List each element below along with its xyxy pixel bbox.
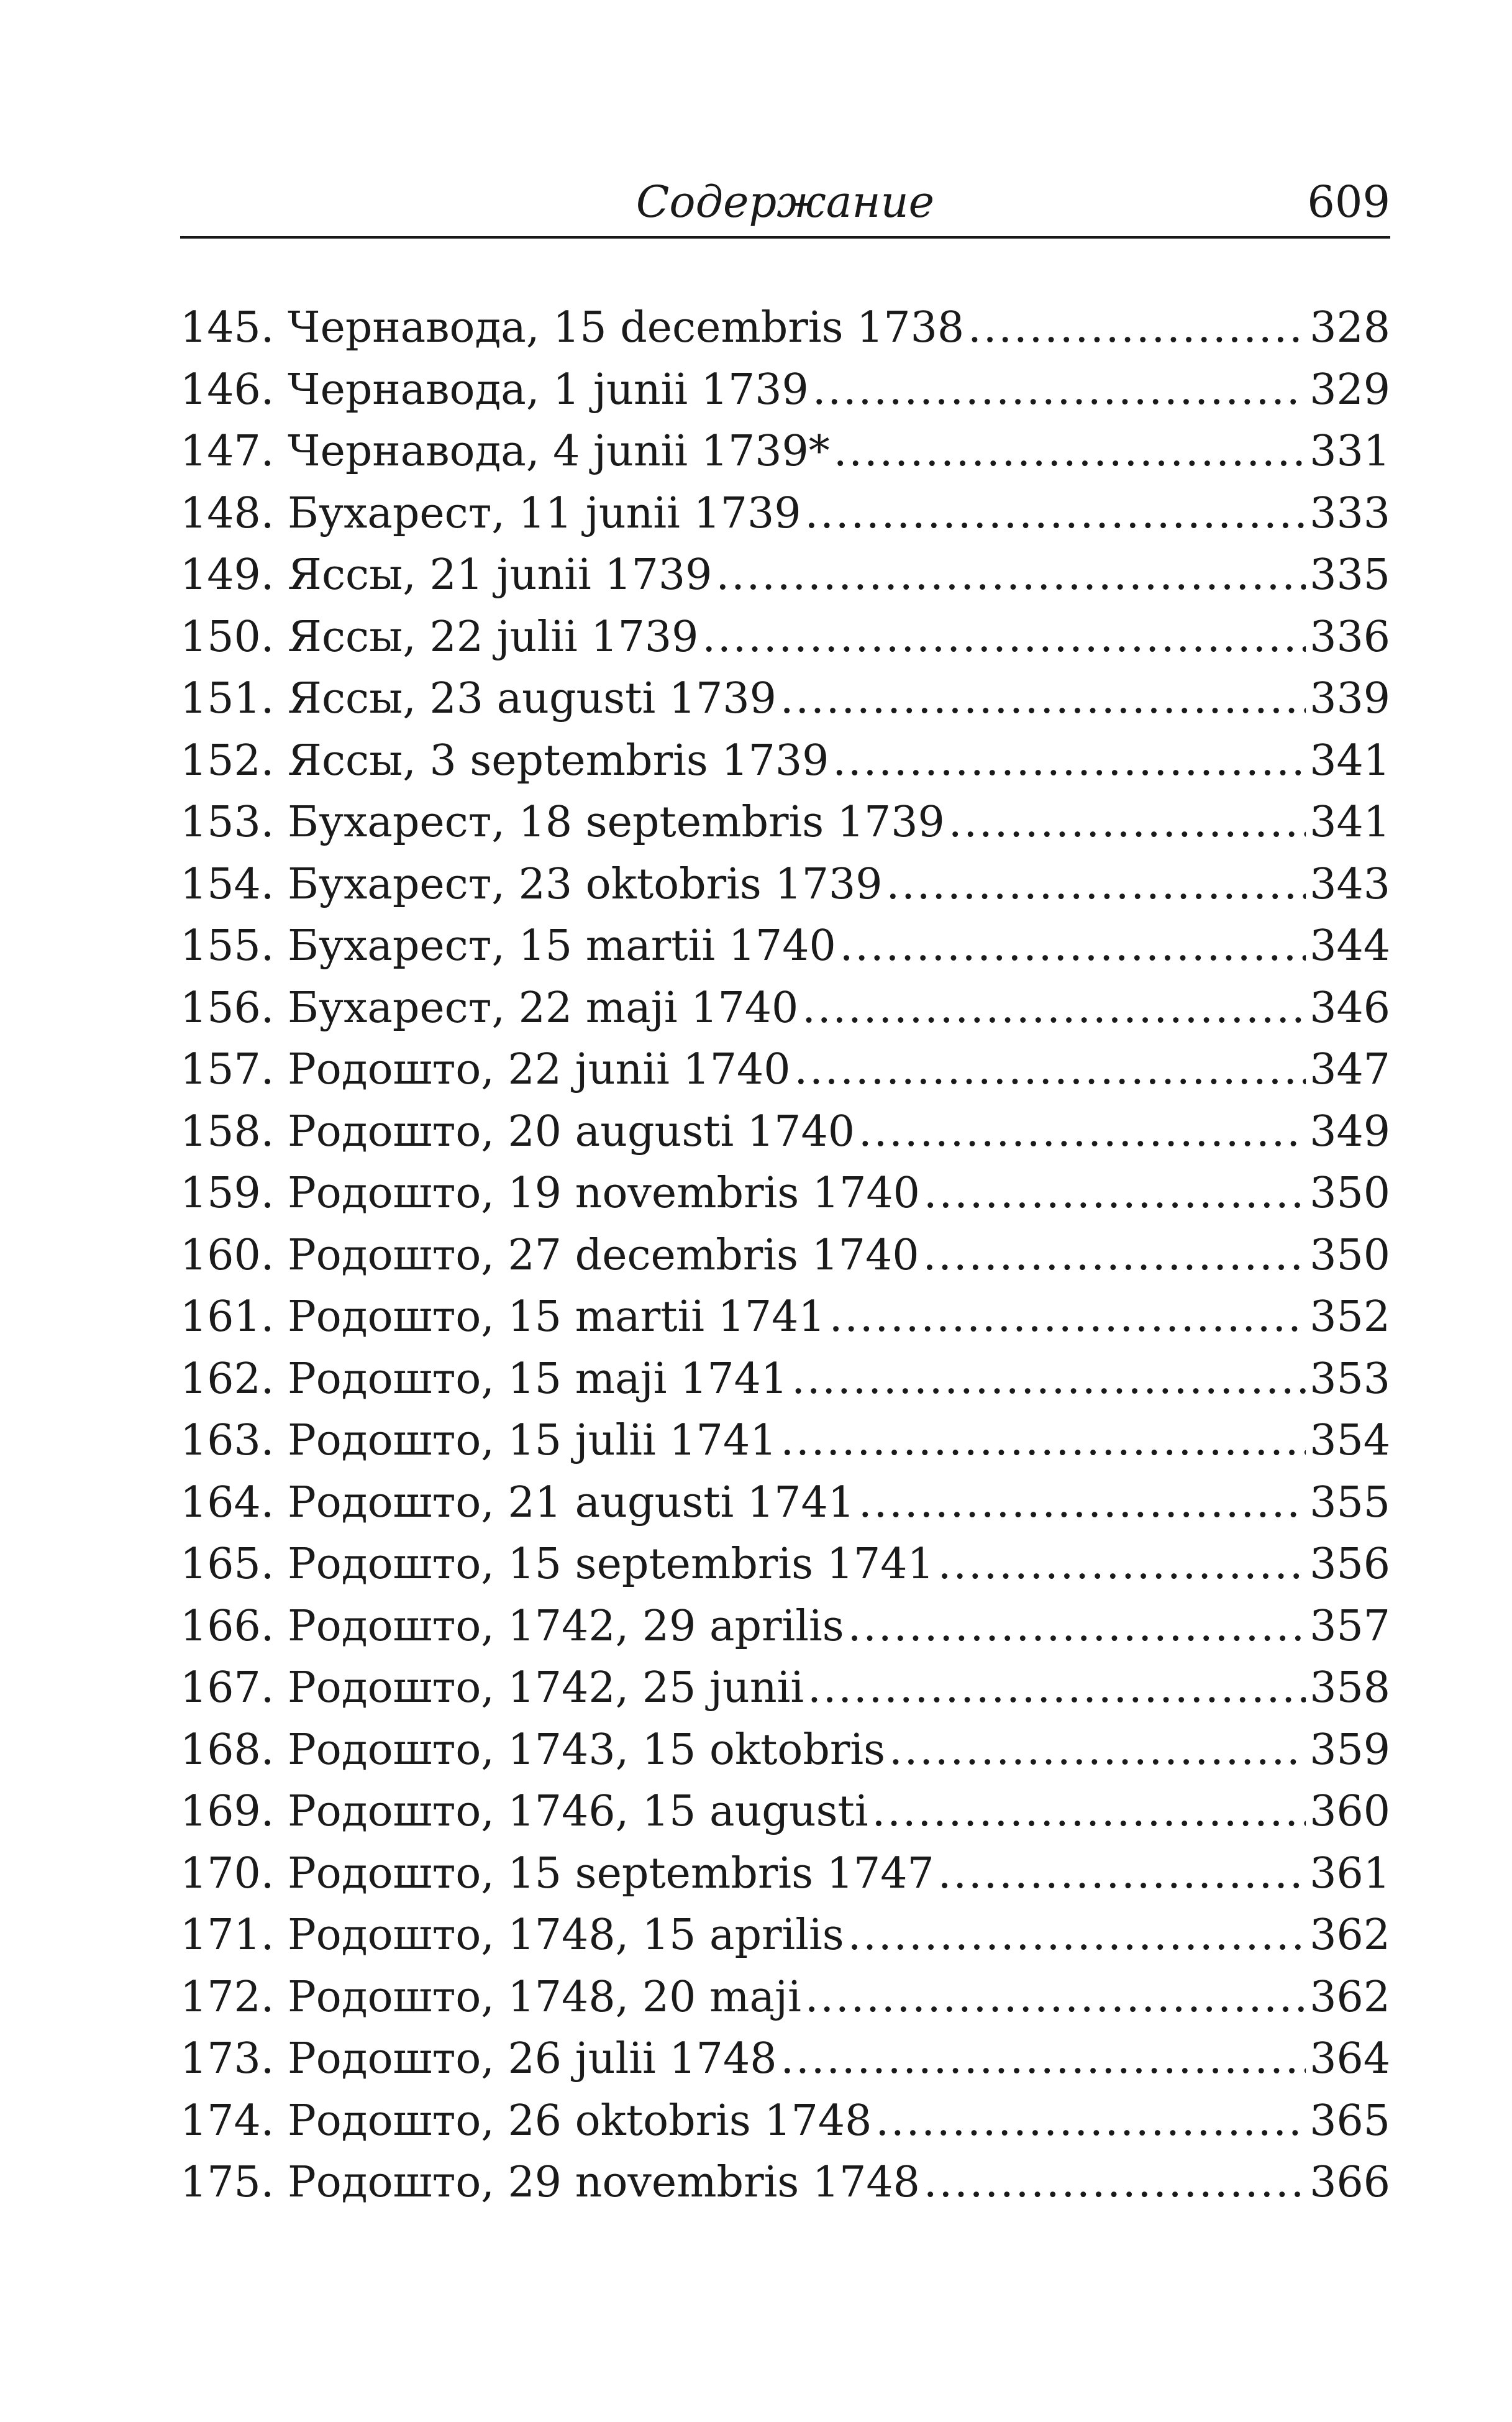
running-header <box>180 168 1390 239</box>
toc-entry <box>180 1039 1390 1101</box>
toc-entry-title: 154. Бухарест, 23 oktobris 1739 <box>180 859 883 909</box>
toc-entry-title: 163. Родошто, 15 julii 1741 <box>180 1416 777 1465</box>
toc-leader-dots <box>858 1472 1306 1534</box>
toc-entry-title: 150. Яссы, 22 julii 1739 <box>180 612 699 662</box>
toc-leader-dots <box>848 1596 1306 1658</box>
toc-entry-page: 361 <box>1309 1848 1390 1898</box>
toc-leader-dots <box>858 1101 1306 1163</box>
toc-entry-title: 167. Родошто, 1742, 25 junii <box>180 1663 804 1712</box>
toc-leader-dots <box>949 792 1306 854</box>
toc-entry-page: 359 <box>1309 1725 1390 1775</box>
toc-entry <box>180 1596 1390 1658</box>
toc-entry <box>180 2090 1390 2152</box>
toc-entry-page: 353 <box>1309 1354 1390 1404</box>
toc-entry <box>180 668 1390 730</box>
toc-leader-dots <box>848 1904 1306 1967</box>
toc-entry-page: 365 <box>1309 2096 1390 2146</box>
toc-entry-title: 157. Родошто, 22 junii 1740 <box>180 1045 791 1094</box>
toc-entry-page: 336 <box>1309 612 1390 662</box>
toc-entry-title: 160. Родошто, 27 decembris 1740 <box>180 1230 919 1280</box>
toc-entry <box>180 1472 1390 1534</box>
toc-entry-page: 341 <box>1309 736 1390 785</box>
toc-entry <box>180 1533 1390 1596</box>
toc-entry-title: 174. Родошто, 26 oktobris 1748 <box>180 2096 872 2146</box>
toc-leader-dots <box>805 483 1306 545</box>
toc-entry <box>180 544 1390 606</box>
toc-leader-dots <box>938 1843 1306 1905</box>
table-of-contents <box>180 297 1390 2214</box>
toc-entry-title: 168. Родошто, 1743, 15 oktobris <box>180 1725 886 1775</box>
toc-leader-dots <box>923 1225 1306 1287</box>
toc-entry-title: 145. Чернавода, 15 decembris 1738 <box>180 303 965 352</box>
toc-leader-dots <box>924 2152 1306 2214</box>
toc-entry <box>180 359 1390 421</box>
toc-entry <box>180 1657 1390 1719</box>
toc-entry <box>180 2152 1390 2214</box>
toc-entry-page: 355 <box>1309 1478 1390 1527</box>
toc-entry-title: 165. Родошто, 15 septembris 1741 <box>180 1540 934 1589</box>
toc-entry-page: 352 <box>1309 1292 1390 1341</box>
toc-leader-dots <box>872 1781 1306 1843</box>
toc-leader-dots <box>829 1286 1306 1348</box>
toc-leader-dots <box>805 1967 1306 2029</box>
toc-entry-title: 153. Бухарест, 18 septembris 1739 <box>180 798 945 847</box>
toc-entry-title: 172. Родошто, 1748, 20 maji <box>180 1972 801 2022</box>
toc-entry-page: 331 <box>1309 427 1390 476</box>
toc-entry <box>180 1781 1390 1843</box>
toc-entry-page: 357 <box>1309 1601 1390 1651</box>
toc-entry-page: 364 <box>1309 2034 1390 2083</box>
toc-entry-page: 328 <box>1309 303 1390 352</box>
toc-entry-title: 166. Родошто, 1742, 29 aprilis <box>180 1601 844 1651</box>
toc-entry-page: 354 <box>1309 1416 1390 1465</box>
toc-entry <box>180 730 1390 792</box>
toc-leader-dots <box>886 854 1306 916</box>
toc-entry-page: 347 <box>1309 1045 1390 1094</box>
toc-leader-dots <box>780 2028 1306 2090</box>
toc-leader-dots <box>834 421 1306 483</box>
toc-entry-page: 333 <box>1309 488 1390 538</box>
toc-entry-page: 362 <box>1309 1911 1390 1960</box>
toc-entry <box>180 606 1390 669</box>
toc-entry-page: 344 <box>1309 921 1390 971</box>
toc-leader-dots <box>813 359 1306 421</box>
toc-entry <box>180 1843 1390 1905</box>
toc-entry-page: 346 <box>1309 983 1390 1033</box>
toc-entry-page: 341 <box>1309 798 1390 847</box>
toc-entry <box>180 854 1390 916</box>
header-page-number: 609 <box>1307 176 1390 227</box>
toc-entry-page: 329 <box>1309 365 1390 414</box>
toc-entry-title: 156. Бухарест, 22 maji 1740 <box>180 983 799 1033</box>
toc-entry <box>180 977 1390 1040</box>
toc-entry-title: 164. Родошто, 21 augusti 1741 <box>180 1478 855 1527</box>
toc-entry <box>180 483 1390 545</box>
toc-entry-title: 161. Родошто, 15 martii 1741 <box>180 1292 826 1341</box>
toc-entry-title: 171. Родошто, 1748, 15 aprilis <box>180 1911 844 1960</box>
toc-entry-page: 350 <box>1309 1169 1390 1218</box>
toc-entry <box>180 1348 1390 1410</box>
toc-entry-page: 362 <box>1309 1972 1390 2022</box>
toc-entry <box>180 1967 1390 2029</box>
toc-entry-title: 155. Бухарест, 15 martii 1740 <box>180 921 836 971</box>
toc-entry <box>180 1904 1390 1967</box>
toc-entry <box>180 421 1390 483</box>
toc-leader-dots <box>716 544 1306 606</box>
toc-entry <box>180 1410 1390 1472</box>
toc-entry-page: 343 <box>1309 859 1390 909</box>
toc-leader-dots <box>802 977 1306 1040</box>
toc-entry-title: 175. Родошто, 29 novembris 1748 <box>180 2158 920 2207</box>
toc-entry <box>180 1101 1390 1163</box>
toc-entry <box>180 297 1390 359</box>
toc-entry-page: 360 <box>1309 1787 1390 1836</box>
toc-leader-dots <box>924 1163 1306 1225</box>
toc-entry-title: 173. Родошто, 26 julii 1748 <box>180 2034 777 2083</box>
toc-leader-dots <box>832 730 1306 792</box>
toc-entry-title: 169. Родошто, 1746, 15 augusti <box>180 1787 868 1836</box>
toc-entry <box>180 1719 1390 1781</box>
toc-entry-page: 366 <box>1309 2158 1390 2207</box>
toc-entry <box>180 1225 1390 1287</box>
toc-entry-title: 148. Бухарест, 11 junii 1739 <box>180 488 801 538</box>
toc-entry-title: 151. Яссы, 23 augusti 1739 <box>180 674 776 723</box>
toc-entry-title: 162. Родошто, 15 maji 1741 <box>180 1354 788 1404</box>
toc-entry-title: 147. Чернавода, 4 junii 1739* <box>180 427 830 476</box>
toc-entry-title: 170. Родошто, 15 septembris 1747 <box>180 1848 934 1898</box>
toc-leader-dots <box>791 1348 1306 1410</box>
toc-entry-title: 146. Чернавода, 1 junii 1739 <box>180 365 809 414</box>
toc-entry-title: 152. Яссы, 3 septembris 1739 <box>180 736 829 785</box>
toc-entry-page: 356 <box>1309 1540 1390 1589</box>
toc-leader-dots <box>780 668 1306 730</box>
toc-entry-title: 149. Яссы, 21 junii 1739 <box>180 551 713 600</box>
toc-leader-dots <box>875 2090 1306 2152</box>
toc-entry-page: 350 <box>1309 1230 1390 1280</box>
toc-leader-dots <box>795 1039 1306 1101</box>
toc-leader-dots <box>840 915 1306 977</box>
toc-entry <box>180 2028 1390 2090</box>
toc-leader-dots <box>968 297 1306 359</box>
toc-entry-page: 339 <box>1309 674 1390 723</box>
toc-entry-title: 159. Родошто, 19 novembris 1740 <box>180 1169 920 1218</box>
toc-entry-title: 158. Родошто, 20 augusti 1740 <box>180 1107 855 1156</box>
toc-leader-dots <box>938 1533 1306 1596</box>
toc-entry <box>180 1163 1390 1225</box>
toc-leader-dots <box>780 1410 1306 1472</box>
toc-leader-dots <box>889 1719 1306 1781</box>
toc-entry <box>180 915 1390 977</box>
toc-entry <box>180 1286 1390 1348</box>
toc-entry <box>180 792 1390 854</box>
header-title: Содержание <box>635 176 935 227</box>
toc-entry-page: 358 <box>1309 1663 1390 1712</box>
toc-leader-dots <box>808 1657 1306 1719</box>
toc-leader-dots <box>702 606 1306 669</box>
toc-entry-page: 335 <box>1309 551 1390 600</box>
toc-entry-page: 349 <box>1309 1107 1390 1156</box>
